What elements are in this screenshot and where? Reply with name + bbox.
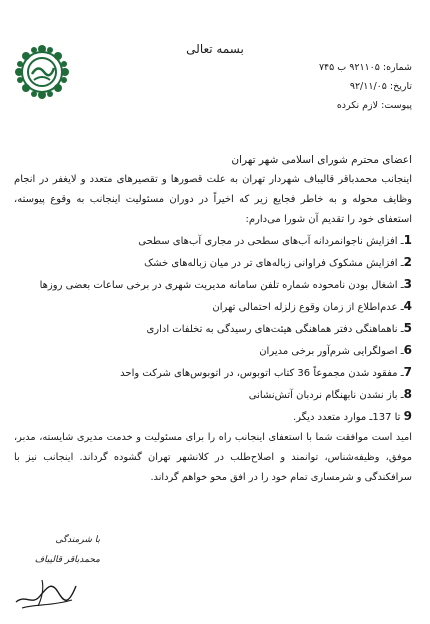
list-item xyxy=(14,318,412,340)
item-text: ـ افزایش مشکوک فراوانی زباله‌های تر در میان زباله‌های خشک xyxy=(144,258,404,269)
letter-date: تاریخ: ۹۲/۱۱/۰۵ xyxy=(349,81,412,92)
letter-body xyxy=(14,150,412,488)
list-item xyxy=(14,296,412,318)
signoff-name: محمدباقر قالیباف xyxy=(34,555,100,565)
item-number: 3 xyxy=(403,277,412,291)
reasons-list xyxy=(14,230,412,428)
letter-number: شماره: ۹۲۱۱۰۵ ب ۷۴۵ xyxy=(318,62,412,73)
list-item xyxy=(14,230,412,252)
tehran-municipality-logo-icon xyxy=(14,44,70,100)
list-item xyxy=(14,406,412,428)
signoff-line: با شرمندگی xyxy=(55,535,100,545)
list-item xyxy=(14,340,412,362)
bismillah-heading: بسمه تعالی xyxy=(186,42,244,56)
item-text: ـ عدم‌اطلاع از زمان وقوع زلزله احتمالی تهران xyxy=(212,302,404,313)
list-item xyxy=(14,384,412,406)
item-number: 4 xyxy=(403,299,412,313)
intro-paragraph: اینجانب محمدباقر قالیباف شهردار تهران به علت قصورها و تقصیرهای متعدد و لایغفر در انجام وظایف محوله و به خاطر فجایع زیر که اخیراً در دوران مسئولیت اینجانب به وقوع پیوسته، استعفای خود را تقدیم آن شورا می‌دارم: xyxy=(14,174,412,225)
list-item xyxy=(14,252,412,274)
item-number: 7 xyxy=(403,365,412,379)
item-text: ـ ناهماهنگی دفتر هماهنگی هیئت‌های رسیدگی به تخلفات اداری xyxy=(146,324,404,335)
letter-metadata xyxy=(162,58,412,115)
item-number: 1 xyxy=(403,233,412,247)
signoff xyxy=(0,530,100,570)
item-text: ـ مفقود شدن مجموعاً 36 کتاب اتوبوس، در اتوبوس‌های شرکت واحد xyxy=(120,368,404,379)
item-number: 6 xyxy=(403,343,412,357)
item-text: ـ اصولگرایی شرم‌آور برخی مدیران xyxy=(259,346,404,357)
item-number: 2 xyxy=(403,255,412,269)
item-number: 9 xyxy=(403,409,412,423)
letter-attachment: پیوست: لازم نکرده xyxy=(336,100,412,111)
handwritten-signature-icon xyxy=(12,572,80,614)
item-text: تا 137ـ موارد متعدد دیگر. xyxy=(292,412,404,423)
item-number: 8 xyxy=(403,387,412,401)
item-text: ـ اشغال بودن نامحوده شماره تلفن سامانه مدیریت شهری در برخی ساعات بعضی روزها xyxy=(39,280,404,291)
closing-paragraph: امید است موافقت شما با استعفای اینجانب راه را برای مسئولیت و خدمت مدیری شایسته، مدبر، موفق، وظیفه‌شناس، توانمند و اصلاح‌طلب در کلانشهر تهران گشوده گرداند. اینجانب نیز با سرافکندگی و شرمساری تمام خود را در افق محو خواهم گرداند. xyxy=(14,432,412,483)
list-item xyxy=(14,274,412,296)
item-text: ـ افزایش ناجوانمردانه آب‌های سطحی در مجاری آب‌های سطحی xyxy=(138,236,404,247)
item-text: ـ باز نشدن نابهنگام نردبان آتش‌نشانی xyxy=(248,390,404,401)
list-item xyxy=(14,362,412,384)
item-number: 5 xyxy=(403,321,412,335)
salutation: اعضای محترم شورای اسلامی شهر تهران xyxy=(231,154,412,166)
